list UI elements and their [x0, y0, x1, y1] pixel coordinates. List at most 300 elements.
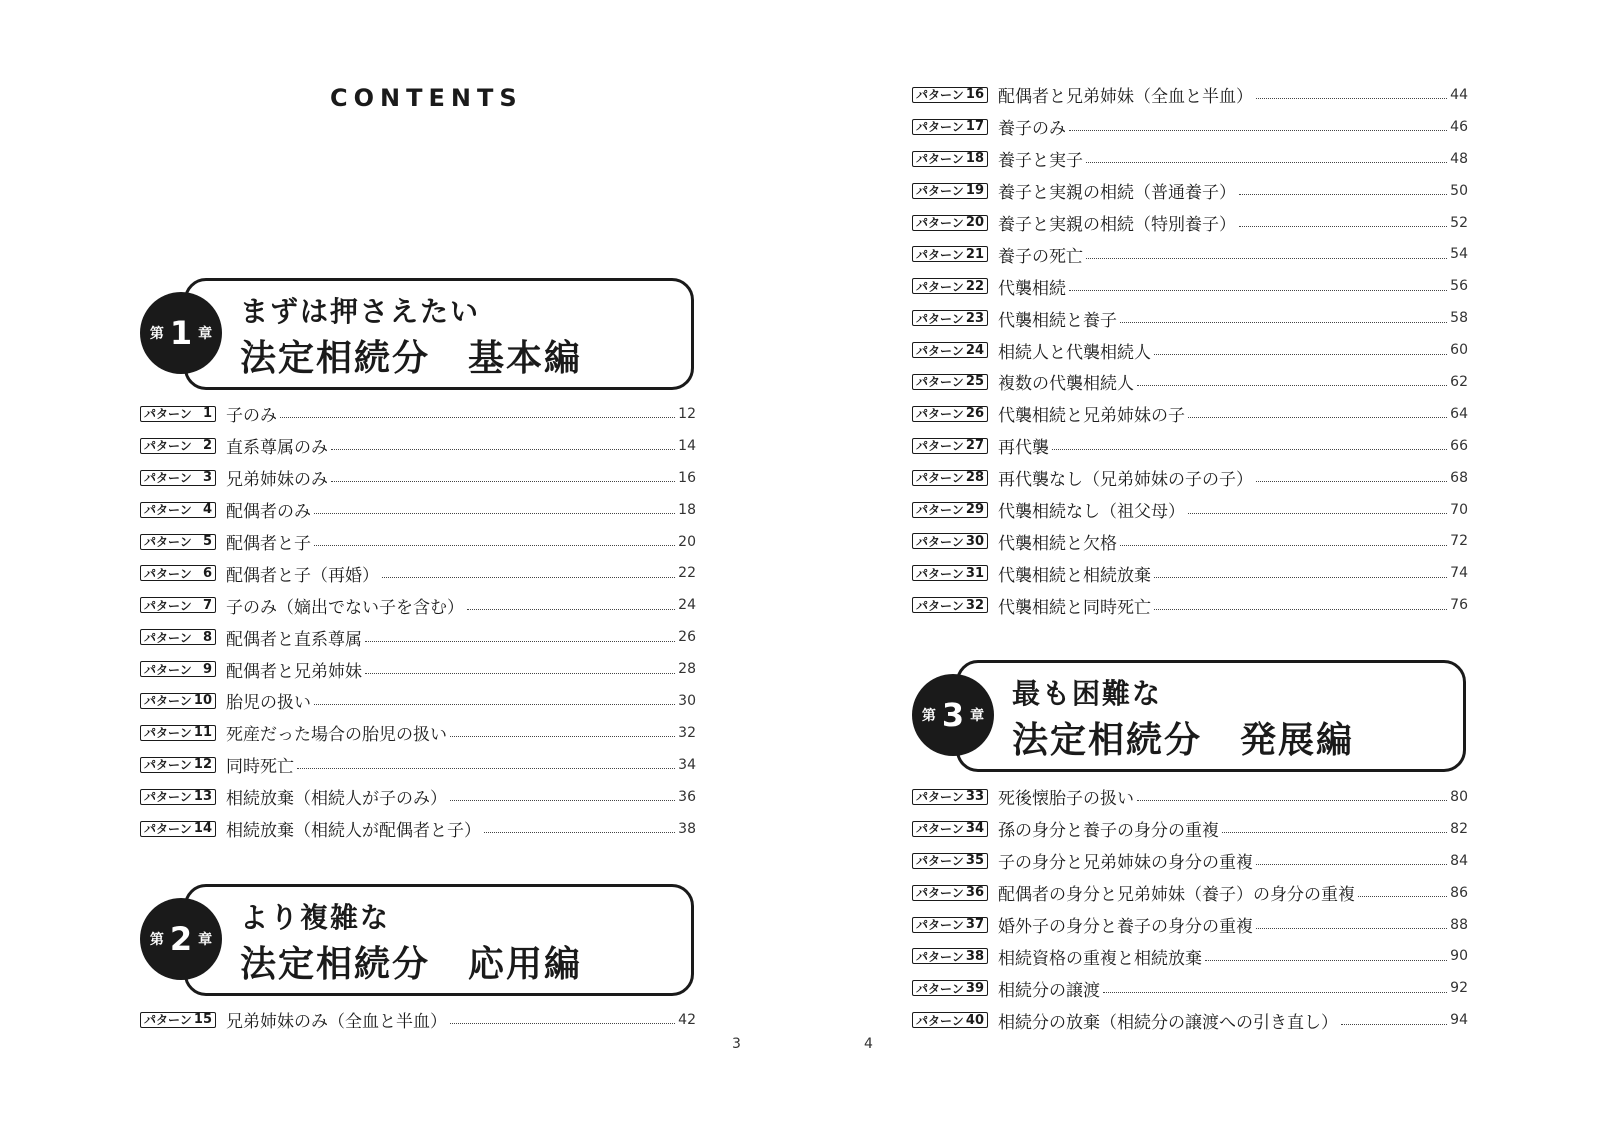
pattern-badge-label: パターン [144, 598, 192, 613]
entry-page-number: 20 [678, 533, 696, 550]
pattern-badge-label: パターン [916, 886, 964, 901]
entry-title: 相続分の譲渡 [998, 980, 1100, 1001]
chapter-1-heading [140, 278, 700, 394]
pattern-number: 28 [965, 470, 984, 486]
toc-entry [912, 334, 1468, 366]
pattern-badge [912, 406, 988, 422]
pattern-badge-label: パターン [144, 1013, 192, 1028]
pattern-badge [912, 948, 988, 964]
pattern-number: 38 [965, 948, 984, 964]
toc-entry [912, 143, 1468, 175]
entry-page-number: 82 [1450, 820, 1468, 837]
entry-page-number: 54 [1450, 246, 1468, 263]
pattern-badge [140, 534, 216, 550]
dot-leader [382, 577, 675, 578]
pattern-number: 32 [965, 597, 984, 613]
pattern-badge-label: パターン [916, 566, 964, 581]
pattern-badge-label: パターン [916, 311, 964, 326]
entry-page-number: 94 [1450, 1012, 1468, 1029]
chapter-3-pattern-list [912, 781, 1468, 1036]
dot-leader [365, 641, 675, 642]
dot-leader [1239, 194, 1447, 195]
pattern-number: 12 [193, 757, 212, 773]
pattern-badge-label: パターン [916, 407, 964, 422]
dot-leader [314, 513, 675, 514]
entry-page-number: 32 [678, 724, 696, 741]
entry-page-number: 72 [1450, 533, 1468, 550]
dot-leader [1256, 481, 1447, 482]
entry-title: 配偶者のみ [226, 502, 311, 523]
pattern-badge [140, 565, 216, 581]
entry-title: 複数の代襲相続人 [998, 374, 1134, 395]
pattern-number: 2 [202, 438, 212, 454]
pattern-number: 30 [965, 533, 984, 549]
dot-leader [280, 417, 675, 418]
pattern-badge-label: パターン [916, 598, 964, 613]
entry-page-number: 14 [678, 437, 696, 454]
dot-leader [1103, 992, 1447, 993]
dot-leader [1239, 226, 1447, 227]
entry-page-number: 36 [678, 788, 696, 805]
chapter-dai: 第 [149, 326, 164, 342]
entry-page-number: 84 [1450, 852, 1468, 869]
pattern-badge-label: パターン [144, 407, 192, 422]
pattern-number: 37 [965, 917, 984, 932]
pattern-badge [912, 789, 988, 805]
entry-title: 直系尊属のみ [226, 438, 328, 459]
pattern-badge-label: パターン [916, 247, 964, 262]
pattern-badge-label: パターン [144, 503, 192, 518]
pattern-badge [912, 1012, 988, 1028]
entry-title: 再代襲 [998, 438, 1049, 459]
dot-leader [1120, 322, 1447, 323]
pattern-badge [140, 629, 216, 645]
pattern-badge [912, 374, 988, 390]
pattern-badge [912, 502, 988, 518]
toc-entry [140, 430, 696, 462]
toc-entry [912, 494, 1468, 526]
toc-entry [140, 781, 696, 813]
pattern-number: 10 [193, 693, 212, 709]
pattern-badge [140, 661, 216, 677]
toc-entry [912, 589, 1468, 621]
toc-entry [912, 525, 1468, 557]
pattern-number: 34 [965, 821, 984, 837]
chapter-2-continued-pattern-list [912, 79, 1468, 621]
toc-entry [912, 111, 1468, 143]
contents-title: CONTENTS [330, 84, 523, 112]
chapter-sho: 章 [970, 708, 985, 724]
chapter-number: 1 [169, 314, 193, 352]
entry-page-number: 80 [1450, 788, 1468, 805]
pattern-badge-label: パターン [916, 822, 964, 837]
dot-leader [1086, 258, 1447, 259]
entry-title: 養子のみ [998, 119, 1066, 140]
pattern-badge-label: パターン [916, 534, 964, 549]
entry-title: 婚外子の身分と養子の身分の重複 [998, 917, 1253, 937]
dot-leader [1188, 417, 1447, 418]
entry-title: 孫の身分と養子の身分の重複 [998, 821, 1219, 842]
entry-page-number: 58 [1450, 310, 1468, 327]
dot-leader [1154, 609, 1447, 610]
pattern-badge-label: パターン [916, 439, 964, 454]
toc-entry [140, 621, 696, 653]
pattern-number: 19 [965, 183, 984, 199]
pattern-number: 27 [965, 438, 984, 454]
entry-page-number: 86 [1450, 884, 1468, 901]
pattern-badge-label: パターン [916, 503, 964, 518]
dot-leader [1120, 545, 1447, 546]
dot-leader [1256, 928, 1447, 929]
toc-entry [140, 526, 696, 558]
pattern-badge [140, 757, 216, 773]
entry-title: 代襲相続と兄弟姉妹の子 [998, 406, 1185, 427]
pattern-badge-label: パターン [144, 694, 192, 709]
pattern-badge [140, 438, 216, 454]
chapter-dai: 第 [921, 708, 936, 724]
toc-entry [140, 589, 696, 621]
pattern-badge-label: パターン [916, 343, 964, 358]
pattern-badge-label: パターン [916, 120, 964, 135]
pattern-badge-label: パターン [144, 726, 192, 741]
entry-page-number: 38 [678, 820, 696, 837]
toc-entry [140, 398, 696, 430]
chapter-3-heading [912, 660, 1472, 776]
chapter-dai: 第 [149, 932, 164, 948]
chapter-number-badge [140, 292, 222, 374]
chapter-number: 3 [941, 696, 965, 734]
entry-page-number: 76 [1450, 597, 1468, 614]
pattern-badge [912, 246, 988, 262]
pattern-badge-label: パターン [916, 790, 964, 805]
pattern-number: 14 [193, 821, 212, 837]
chapter-2-pattern-list [140, 1004, 696, 1036]
pattern-badge [912, 885, 988, 901]
pattern-badge-label: パターン [916, 471, 964, 486]
pattern-badge [912, 215, 988, 231]
entry-page-number: 46 [1450, 118, 1468, 135]
pattern-number: 13 [193, 789, 212, 805]
entry-title: 子の身分と兄弟姉妹の身分の重複 [998, 853, 1253, 874]
pattern-badge-label: パターン [144, 790, 192, 805]
pattern-badge-label: パターン [916, 216, 964, 230]
pattern-badge [140, 789, 216, 805]
dot-leader [1069, 290, 1447, 291]
entry-title: 相続放棄（相続人が配偶者と子） [226, 821, 481, 842]
entry-page-number: 48 [1450, 150, 1468, 167]
entry-page-number: 64 [1450, 405, 1468, 422]
chapter-number-badge [912, 674, 994, 756]
entry-title: 兄弟姉妹のみ [226, 470, 328, 491]
entry-title: 同時死亡 [226, 757, 294, 778]
dot-leader [467, 609, 675, 610]
pattern-number: 8 [202, 629, 212, 645]
entry-page-number: 16 [678, 469, 696, 486]
pattern-number: 11 [193, 725, 212, 741]
toc-entry [912, 781, 1468, 813]
entry-title: 代襲相続と相続放棄 [998, 565, 1151, 586]
pattern-badge [912, 87, 988, 103]
pattern-number: 23 [965, 310, 984, 326]
pattern-badge [140, 406, 216, 422]
dot-leader [314, 704, 675, 705]
entry-page-number: 60 [1450, 342, 1468, 359]
entry-title: 再代襲なし（兄弟姉妹の子の子） [998, 470, 1253, 491]
pattern-badge-label: パターン [916, 184, 964, 199]
pattern-number: 35 [965, 853, 984, 869]
entry-page-number: 70 [1450, 501, 1468, 518]
dot-leader [1256, 98, 1447, 99]
pattern-number: 21 [965, 246, 984, 262]
pattern-number: 25 [965, 374, 984, 390]
dot-leader [1154, 354, 1447, 355]
chapter-number: 2 [169, 920, 193, 958]
pattern-badge [140, 725, 216, 741]
chapter-2-heading [140, 884, 700, 1000]
entry-page-number: 24 [678, 597, 696, 614]
entry-page-number: 34 [678, 756, 696, 773]
entry-page-number: 68 [1450, 469, 1468, 486]
chapter-1-pattern-list [140, 398, 696, 844]
pattern-number: 16 [965, 87, 984, 103]
pattern-badge-label: パターン [916, 1013, 964, 1028]
entry-title: 兄弟姉妹のみ（全血と半血） [226, 1012, 447, 1033]
pattern-number: 6 [202, 565, 212, 581]
toc-entry [912, 430, 1468, 462]
entry-title: 養子と実親の相続（普通養子） [998, 183, 1236, 204]
toc-entry [140, 653, 696, 685]
pattern-number: 39 [965, 980, 984, 996]
pattern-badge-label: パターン [144, 439, 192, 454]
pattern-number: 7 [202, 597, 212, 613]
pattern-badge [912, 470, 988, 486]
entry-page-number: 62 [1450, 373, 1468, 390]
toc-entry [912, 940, 1468, 972]
pattern-badge-label: パターン [916, 375, 964, 390]
pattern-number: 40 [965, 1012, 984, 1028]
chapter-subtitle: より複雑な [240, 901, 391, 934]
entry-title: 子のみ [226, 406, 277, 427]
dot-leader [450, 736, 675, 737]
pattern-badge [912, 183, 988, 199]
pattern-badge-label: パターン [916, 949, 964, 964]
toc-entry [912, 238, 1468, 270]
pattern-badge [912, 917, 988, 933]
pattern-badge-label: パターン [144, 630, 192, 645]
pattern-badge [912, 278, 988, 294]
pattern-number: 31 [965, 565, 984, 581]
toc-entry [140, 557, 696, 589]
entry-page-number: 52 [1450, 214, 1468, 231]
pattern-number: 17 [965, 119, 984, 135]
entry-title: 死産だった場合の胎児の扱い [226, 725, 447, 746]
chapter-sho: 章 [198, 932, 213, 948]
entry-page-number: 44 [1450, 86, 1468, 103]
entry-page-number: 12 [678, 405, 696, 422]
toc-entry [140, 717, 696, 749]
toc-entry [912, 270, 1468, 302]
entry-page-number: 56 [1450, 278, 1468, 295]
page-number-left: 3 [732, 1036, 741, 1052]
pattern-number: 9 [202, 661, 212, 677]
chapter-subtitle: 最も困難な [1012, 677, 1163, 710]
entry-title: 配偶者と兄弟姉妹（全血と半血） [998, 87, 1253, 108]
chapter-sho: 章 [198, 326, 213, 342]
dot-leader [331, 449, 675, 450]
entry-title: 養子と実親の相続（特別養子） [998, 215, 1236, 235]
dot-leader [1188, 513, 1447, 514]
pattern-badge-label: パターン [916, 918, 964, 932]
pattern-badge-label: パターン [916, 152, 964, 167]
dot-leader [297, 768, 675, 769]
entry-title: 配偶者の身分と兄弟姉妹（養子）の身分の重複 [998, 885, 1355, 906]
pattern-badge [912, 980, 988, 996]
pattern-badge [912, 533, 988, 549]
dot-leader [484, 832, 675, 833]
pattern-badge-label: パターン [916, 854, 964, 869]
entry-title: 代襲相続なし（祖父母） [998, 502, 1185, 523]
entry-title: 胎児の扱い [226, 693, 311, 714]
toc-entry [912, 845, 1468, 877]
entry-title: 代襲相続 [998, 278, 1066, 299]
pattern-badge [140, 821, 216, 837]
pattern-number: 18 [965, 151, 984, 167]
dot-leader [1086, 162, 1447, 163]
pattern-number: 4 [202, 502, 212, 518]
pattern-badge [140, 597, 216, 613]
toc-entry [912, 1004, 1468, 1036]
toc-entry [140, 749, 696, 781]
chapter-title: 法定相続分 応用編 [240, 944, 583, 985]
entry-title: 配偶者と直系尊属 [226, 629, 362, 650]
toc-entry [912, 366, 1468, 398]
entry-title: 死後懐胎子の扱い [998, 789, 1134, 810]
entry-title: 養子と実子 [998, 151, 1083, 172]
dot-leader [450, 1023, 675, 1024]
pattern-number: 26 [965, 406, 984, 422]
entry-page-number: 28 [678, 661, 696, 678]
pattern-badge-label: パターン [916, 981, 964, 996]
entry-page-number: 18 [678, 501, 696, 518]
pattern-number: 36 [965, 885, 984, 901]
dot-leader [314, 545, 675, 546]
dot-leader [1069, 130, 1447, 131]
pattern-number: 15 [193, 1012, 212, 1028]
entry-title: 相続資格の重複と相続放棄 [998, 948, 1202, 969]
pattern-badge [140, 693, 216, 709]
dot-leader [1256, 864, 1447, 865]
toc-entry [912, 972, 1468, 1004]
pattern-badge-label: パターン [144, 662, 192, 677]
pattern-number: 20 [965, 215, 984, 230]
chapter-title: 法定相続分 基本編 [240, 338, 583, 379]
entry-page-number: 42 [678, 1011, 696, 1028]
pattern-badge-label: パターン [144, 566, 192, 581]
chapter-subtitle: まずは押さえたい [240, 295, 481, 328]
pattern-badge-label: パターン [916, 279, 964, 294]
dot-leader [1137, 800, 1447, 801]
pattern-badge [912, 151, 988, 167]
pattern-number: 29 [965, 502, 984, 518]
entry-title: 相続人と代襲相続人 [998, 342, 1151, 363]
pattern-badge-label: パターン [144, 471, 192, 486]
dot-leader [1137, 385, 1447, 386]
pattern-number: 33 [965, 789, 984, 805]
dot-leader [1052, 449, 1447, 450]
pattern-number: 1 [202, 406, 212, 422]
dot-leader [1222, 832, 1447, 833]
dot-leader [1154, 577, 1447, 578]
pattern-badge [912, 821, 988, 837]
pattern-badge [912, 565, 988, 581]
dot-leader [1341, 1024, 1447, 1025]
toc-entry [912, 79, 1468, 111]
entry-title: 相続分の放棄（相続分の譲渡への引き直し） [998, 1012, 1338, 1033]
entry-title: 相続放棄（相続人が子のみ） [226, 789, 447, 810]
toc-entry [140, 685, 696, 717]
dot-leader [1358, 896, 1447, 897]
toc-entry [912, 398, 1468, 430]
entry-page-number: 74 [1450, 565, 1468, 582]
entry-page-number: 66 [1450, 437, 1468, 454]
entry-title: 子のみ（嫡出でない子を含む） [226, 597, 464, 618]
entry-page-number: 22 [678, 565, 696, 582]
toc-entry [912, 207, 1468, 239]
toc-entry [140, 1004, 696, 1036]
toc-entry [140, 494, 696, 526]
pattern-number: 22 [965, 278, 984, 294]
toc-entry [912, 877, 1468, 909]
pattern-badge [912, 438, 988, 454]
pattern-number: 5 [202, 534, 212, 549]
pattern-number: 3 [202, 470, 212, 486]
dot-leader [1205, 960, 1447, 961]
entry-page-number: 88 [1450, 916, 1468, 933]
entry-page-number: 50 [1450, 182, 1468, 199]
entry-page-number: 26 [678, 629, 696, 646]
dot-leader [365, 673, 675, 674]
dot-leader [450, 800, 675, 801]
pattern-badge [912, 310, 988, 326]
toc-entry [140, 813, 696, 845]
pattern-badge-label: パターン [916, 88, 964, 103]
pattern-badge [912, 597, 988, 613]
entry-title: 代襲相続と養子 [998, 310, 1117, 331]
page-number-right: 4 [864, 1036, 873, 1052]
chapter-title: 法定相続分 発展編 [1012, 720, 1355, 761]
pattern-badge [140, 470, 216, 486]
pattern-badge [912, 853, 988, 869]
toc-entry [140, 462, 696, 494]
dot-leader [331, 481, 675, 482]
pattern-badge [912, 342, 988, 358]
toc-entry [912, 462, 1468, 494]
pattern-badge-label: パターン [144, 822, 192, 837]
pattern-badge [140, 1012, 216, 1028]
entry-title: 配偶者と子 [226, 534, 311, 554]
entry-title: 代襲相続と同時死亡 [998, 597, 1151, 618]
entry-title: 養子の死亡 [998, 246, 1083, 267]
toc-entry [912, 557, 1468, 589]
pattern-badge-label: パターン [144, 758, 192, 773]
toc-entry [912, 813, 1468, 845]
pattern-badge [912, 119, 988, 135]
pattern-badge-label: パターン [144, 535, 192, 549]
entry-title: 代襲相続と欠格 [998, 533, 1117, 554]
chapter-number-badge [140, 898, 222, 980]
toc-entry [912, 302, 1468, 334]
toc-entry [912, 175, 1468, 207]
